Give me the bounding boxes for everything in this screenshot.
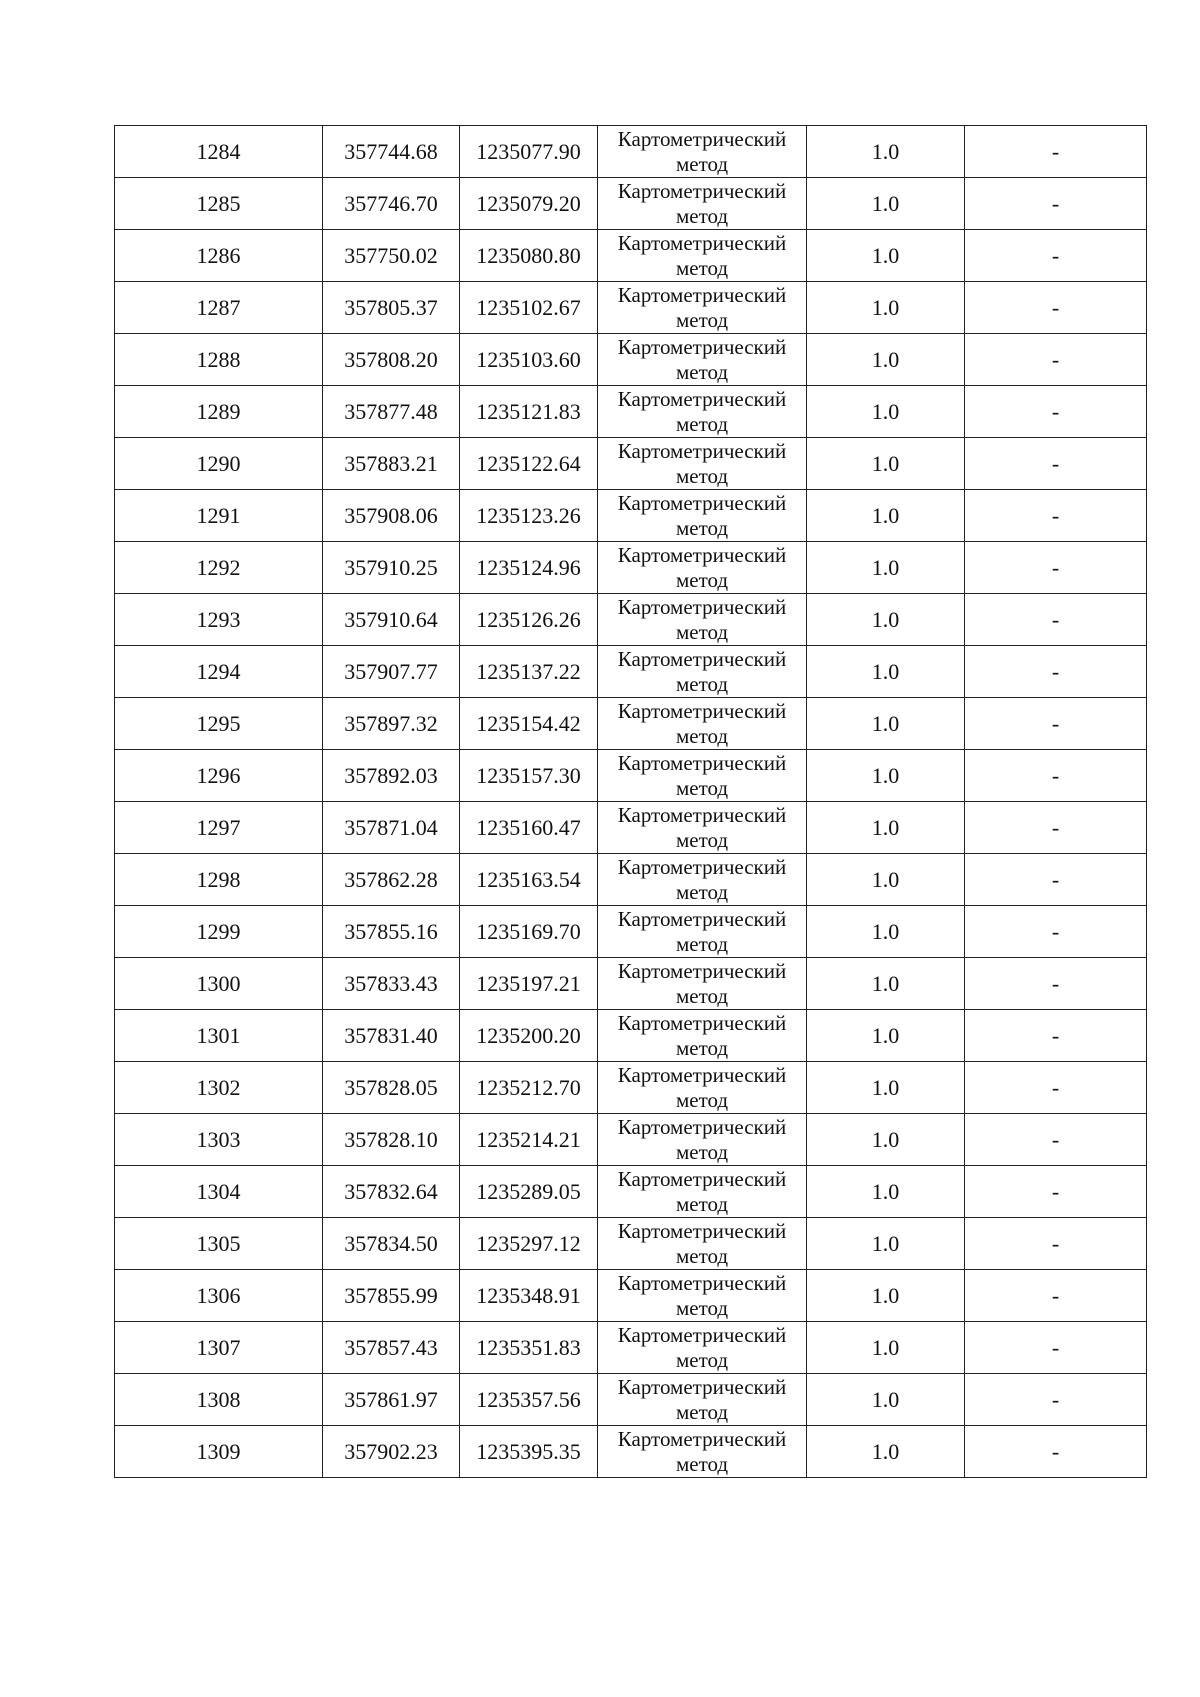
precision-cell: 1.0 [807,958,965,1010]
point-number-cell: 1293 [115,594,323,646]
x-coordinate-cell: 357750.02 [323,230,460,282]
precision-cell: 1.0 [807,490,965,542]
precision-cell: 1.0 [807,438,965,490]
point-number-cell: 1306 [115,1270,323,1322]
method-line-2: метод [675,1452,729,1476]
method-line-1: Картометрический [617,179,787,203]
point-number-cell: 1292 [115,542,323,594]
method-cell [598,438,807,490]
coordinates-table [114,125,1147,1478]
method-line-2: метод [675,1244,729,1268]
point-number-cell: 1308 [115,1374,323,1426]
point-number-cell: 1284 [115,126,323,178]
method-line-1: Картометрический [617,907,787,931]
table-row [115,1270,1147,1322]
method-line-2: метод [675,308,729,332]
y-coordinate-cell: 1235348.91 [460,1270,598,1322]
point-number-cell: 1296 [115,750,323,802]
method-line-1: Картометрический [617,1115,787,1139]
table-row [115,230,1147,282]
y-coordinate-cell: 1235200.20 [460,1010,598,1062]
table-row [115,1374,1147,1426]
x-coordinate-cell: 357857.43 [323,1322,460,1374]
table-row [115,1166,1147,1218]
x-coordinate-cell: 357744.68 [323,126,460,178]
description-cell: - [965,906,1147,958]
method-line-1: Картометрический [617,1323,787,1347]
description-cell: - [965,1270,1147,1322]
y-coordinate-cell: 1235102.67 [460,282,598,334]
point-number-cell: 1309 [115,1426,323,1478]
method-cell [598,1374,807,1426]
method-line-1: Картометрический [617,803,787,827]
point-number-cell: 1305 [115,1218,323,1270]
method-cell [598,126,807,178]
x-coordinate-cell: 357808.20 [323,334,460,386]
method-line-2: метод [675,880,729,904]
table-row [115,1062,1147,1114]
point-number-cell: 1287 [115,282,323,334]
method-line-2: метод [675,776,729,800]
y-coordinate-cell: 1235103.60 [460,334,598,386]
description-cell: - [965,1426,1147,1478]
precision-cell: 1.0 [807,646,965,698]
description-cell: - [965,178,1147,230]
method-line-2: метод [675,412,729,436]
description-cell: - [965,1374,1147,1426]
description-cell: - [965,854,1147,906]
point-number-cell: 1302 [115,1062,323,1114]
description-cell: - [965,1114,1147,1166]
method-line-1: Картометрический [617,1063,787,1087]
method-cell [598,646,807,698]
description-cell: - [965,1166,1147,1218]
point-number-cell: 1298 [115,854,323,906]
description-cell: - [965,1062,1147,1114]
x-coordinate-cell: 357910.64 [323,594,460,646]
description-cell: - [965,594,1147,646]
precision-cell: 1.0 [807,334,965,386]
precision-cell: 1.0 [807,854,965,906]
method-line-1: Картометрический [617,1167,787,1191]
method-line-2: метод [675,1036,729,1060]
method-line-2: метод [675,1348,729,1372]
method-line-1: Картометрический [617,1271,787,1295]
x-coordinate-cell: 357908.06 [323,490,460,542]
table-row [115,854,1147,906]
table-row [115,334,1147,386]
method-line-1: Картометрический [617,543,787,567]
method-cell [598,1166,807,1218]
x-coordinate-cell: 357877.48 [323,386,460,438]
precision-cell: 1.0 [807,1218,965,1270]
precision-cell: 1.0 [807,1426,965,1478]
table-row [115,1426,1147,1478]
method-line-1: Картометрический [617,959,787,983]
precision-cell: 1.0 [807,802,965,854]
description-cell: - [965,334,1147,386]
precision-cell: 1.0 [807,386,965,438]
coordinates-table-body [115,126,1147,1478]
precision-cell: 1.0 [807,1270,965,1322]
table-row [115,490,1147,542]
method-cell [598,750,807,802]
y-coordinate-cell: 1235122.64 [460,438,598,490]
point-number-cell: 1290 [115,438,323,490]
method-cell [598,1426,807,1478]
x-coordinate-cell: 357746.70 [323,178,460,230]
y-coordinate-cell: 1235289.05 [460,1166,598,1218]
table-row [115,1010,1147,1062]
table-row [115,698,1147,750]
point-number-cell: 1288 [115,334,323,386]
y-coordinate-cell: 1235297.12 [460,1218,598,1270]
method-line-1: Картометрический [617,751,787,775]
precision-cell: 1.0 [807,178,965,230]
method-cell [598,282,807,334]
method-cell [598,958,807,1010]
method-line-2: метод [675,256,729,280]
x-coordinate-cell: 357902.23 [323,1426,460,1478]
method-cell [598,802,807,854]
y-coordinate-cell: 1235197.21 [460,958,598,1010]
description-cell: - [965,230,1147,282]
point-number-cell: 1297 [115,802,323,854]
description-cell: - [965,958,1147,1010]
y-coordinate-cell: 1235154.42 [460,698,598,750]
y-coordinate-cell: 1235160.47 [460,802,598,854]
y-coordinate-cell: 1235079.20 [460,178,598,230]
method-line-1: Картометрический [617,647,787,671]
description-cell: - [965,490,1147,542]
precision-cell: 1.0 [807,126,965,178]
point-number-cell: 1307 [115,1322,323,1374]
point-number-cell: 1304 [115,1166,323,1218]
method-line-2: метод [675,1088,729,1112]
table-row [115,126,1147,178]
table-row [115,1218,1147,1270]
precision-cell: 1.0 [807,594,965,646]
method-line-1: Картометрический [617,127,787,151]
method-cell [598,178,807,230]
y-coordinate-cell: 1235121.83 [460,386,598,438]
method-line-1: Картометрический [617,855,787,879]
method-line-1: Картометрический [617,491,787,515]
description-cell: - [965,1218,1147,1270]
precision-cell: 1.0 [807,230,965,282]
method-cell [598,698,807,750]
y-coordinate-cell: 1235126.26 [460,594,598,646]
x-coordinate-cell: 357833.43 [323,958,460,1010]
y-coordinate-cell: 1235163.54 [460,854,598,906]
precision-cell: 1.0 [807,1062,965,1114]
table-row [115,1322,1147,1374]
method-cell [598,386,807,438]
method-line-2: метод [675,1400,729,1424]
x-coordinate-cell: 357892.03 [323,750,460,802]
method-line-2: метод [675,568,729,592]
y-coordinate-cell: 1235137.22 [460,646,598,698]
method-line-2: метод [675,516,729,540]
precision-cell: 1.0 [807,282,965,334]
method-line-2: метод [675,932,729,956]
precision-cell: 1.0 [807,698,965,750]
precision-cell: 1.0 [807,542,965,594]
point-number-cell: 1303 [115,1114,323,1166]
method-cell [598,1322,807,1374]
method-line-1: Картометрический [617,1427,787,1451]
y-coordinate-cell: 1235351.83 [460,1322,598,1374]
method-cell [598,854,807,906]
description-cell: - [965,1322,1147,1374]
y-coordinate-cell: 1235357.56 [460,1374,598,1426]
description-cell: - [965,1010,1147,1062]
x-coordinate-cell: 357834.50 [323,1218,460,1270]
description-cell: - [965,282,1147,334]
method-cell [598,1010,807,1062]
precision-cell: 1.0 [807,1114,965,1166]
method-line-1: Картометрический [617,231,787,255]
x-coordinate-cell: 357897.32 [323,698,460,750]
method-line-1: Картометрический [617,595,787,619]
y-coordinate-cell: 1235077.90 [460,126,598,178]
precision-cell: 1.0 [807,1374,965,1426]
x-coordinate-cell: 357861.97 [323,1374,460,1426]
precision-cell: 1.0 [807,906,965,958]
point-number-cell: 1299 [115,906,323,958]
method-line-2: метод [675,984,729,1008]
point-number-cell: 1295 [115,698,323,750]
method-line-2: метод [675,672,729,696]
y-coordinate-cell: 1235124.96 [460,542,598,594]
precision-cell: 1.0 [807,1010,965,1062]
method-line-2: метод [675,1192,729,1216]
method-line-2: метод [675,1296,729,1320]
table-row [115,750,1147,802]
table-row [115,594,1147,646]
method-line-1: Картометрический [617,439,787,463]
method-cell [598,1114,807,1166]
y-coordinate-cell: 1235123.26 [460,490,598,542]
x-coordinate-cell: 357855.99 [323,1270,460,1322]
x-coordinate-cell: 357832.64 [323,1166,460,1218]
y-coordinate-cell: 1235080.80 [460,230,598,282]
method-line-2: метод [675,204,729,228]
method-line-1: Картометрический [617,1011,787,1035]
y-coordinate-cell: 1235395.35 [460,1426,598,1478]
method-line-2: метод [675,360,729,384]
method-line-1: Картометрический [617,1219,787,1243]
point-number-cell: 1285 [115,178,323,230]
method-line-2: метод [675,724,729,748]
method-line-2: метод [675,152,729,176]
method-line-1: Картометрический [617,1375,787,1399]
x-coordinate-cell: 357831.40 [323,1010,460,1062]
point-number-cell: 1301 [115,1010,323,1062]
table-row [115,178,1147,230]
table-row [115,438,1147,490]
method-line-2: метод [675,464,729,488]
point-number-cell: 1300 [115,958,323,1010]
description-cell: - [965,646,1147,698]
table-row [115,542,1147,594]
x-coordinate-cell: 357828.10 [323,1114,460,1166]
description-cell: - [965,750,1147,802]
method-cell [598,334,807,386]
x-coordinate-cell: 357910.25 [323,542,460,594]
description-cell: - [965,386,1147,438]
method-cell [598,1062,807,1114]
table-row [115,1114,1147,1166]
table-row [115,282,1147,334]
precision-cell: 1.0 [807,750,965,802]
method-line-2: метод [675,828,729,852]
method-line-2: метод [675,1140,729,1164]
table-row [115,958,1147,1010]
method-cell [598,1218,807,1270]
method-line-1: Картометрический [617,387,787,411]
method-cell [598,1270,807,1322]
method-cell [598,490,807,542]
x-coordinate-cell: 357805.37 [323,282,460,334]
method-cell [598,542,807,594]
table-row [115,646,1147,698]
method-cell [598,906,807,958]
precision-cell: 1.0 [807,1322,965,1374]
y-coordinate-cell: 1235214.21 [460,1114,598,1166]
method-line-1: Картометрический [617,699,787,723]
y-coordinate-cell: 1235169.70 [460,906,598,958]
x-coordinate-cell: 357907.77 [323,646,460,698]
point-number-cell: 1291 [115,490,323,542]
y-coordinate-cell: 1235157.30 [460,750,598,802]
y-coordinate-cell: 1235212.70 [460,1062,598,1114]
method-line-1: Картометрический [617,335,787,359]
point-number-cell: 1294 [115,646,323,698]
table-row [115,386,1147,438]
x-coordinate-cell: 357871.04 [323,802,460,854]
table-row [115,906,1147,958]
description-cell: - [965,698,1147,750]
table-row [115,802,1147,854]
method-line-1: Картометрический [617,283,787,307]
x-coordinate-cell: 357828.05 [323,1062,460,1114]
x-coordinate-cell: 357862.28 [323,854,460,906]
description-cell: - [965,802,1147,854]
point-number-cell: 1286 [115,230,323,282]
x-coordinate-cell: 357855.16 [323,906,460,958]
description-cell: - [965,438,1147,490]
precision-cell: 1.0 [807,1166,965,1218]
description-cell: - [965,542,1147,594]
point-number-cell: 1289 [115,386,323,438]
description-cell: - [965,126,1147,178]
method-line-2: метод [675,620,729,644]
x-coordinate-cell: 357883.21 [323,438,460,490]
method-cell [598,594,807,646]
method-cell [598,230,807,282]
